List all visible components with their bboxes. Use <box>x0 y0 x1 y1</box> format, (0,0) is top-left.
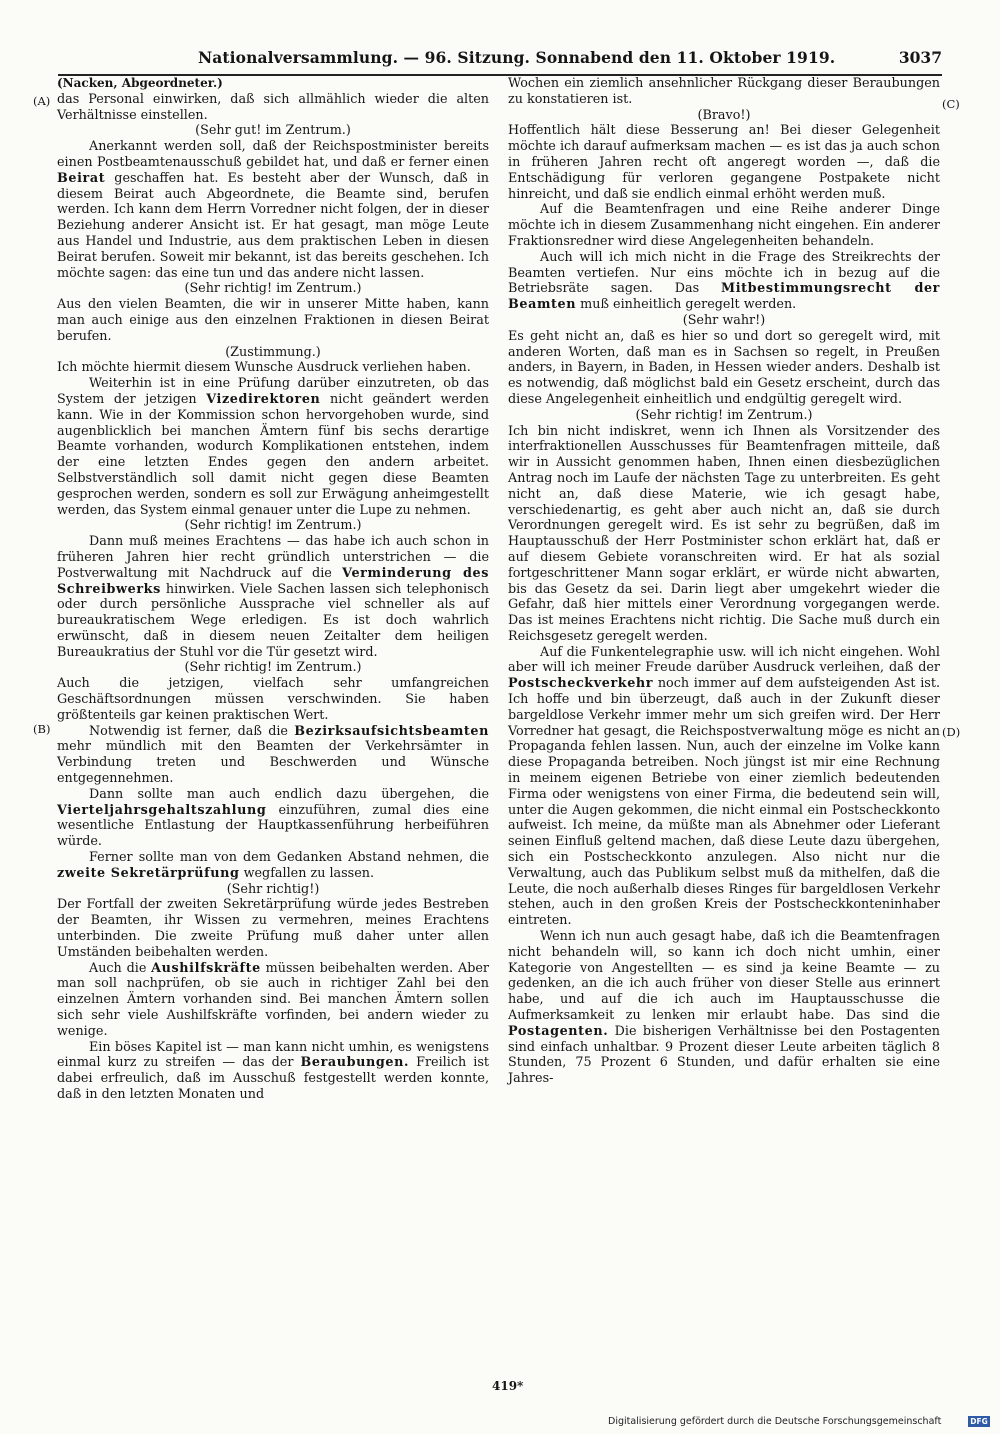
page-number: 3037 <box>898 48 942 67</box>
paragraph: Auch die jetzigen, vielfach sehr umfangreichen Geschäftsordnungen müssen verschwinden. Sie haben größtenteils gar keinen praktischen Wert. <box>57 676 489 723</box>
margin-marker-c: (C) <box>942 97 960 111</box>
paragraph: Ich möchte hiermit diesem Wunsche Ausdruck verliehen haben. <box>57 360 471 376</box>
paragraph: Auf die Funkentelegraphie usw. will ich nicht eingehen. Wohl aber will ich meiner Freude darüber Ausdruck verleihen, daß der Postscheckverkehr noch immer auf dem aufsteigenden Ast ist. Ich hoffe und bin überzeugt, daß auch in der Zukunft dieser bargeldlose Verkehr immer mehr um sich greifen wird. Der Herr Vorredner hat gesagt, die Reichspostverwaltung möge es nicht an Propaganda fehlen lassen. Nun, auch der einzelne im Volke kann diese Propaganda betreiben. Noch jüngst ist mir eine Rechnung in meinem eigenen Betriebe von einer ziemlich bedeutenden Firma oder wenigstens von einer Firma, die bedeutend sein will, unter die Augen gekommen, die nicht einmal ein Postscheckkonto aufweist. Ich meine, da müßte man als Abnehmer oder Lieferant seinen Einfluß geltend machen, daß diese Leute dazu übergehen, sich ein Postscheckkonto anzulegen. Also nicht nur die Verwaltung, auch das Publikum selbst muß da mithelfen, daß die Leute, die noch außerhalb dieses Ringes für bargeldlosen Verkehr stehen, auch in den großen Kreis der Postscheckkonteninhaber eintreten. <box>508 644 940 929</box>
digitization-credit: Digitalisierung gefördert durch die Deutsche Forschungsgemeinschaft <box>608 1416 942 1427</box>
right-column <box>508 76 940 1087</box>
emphasized-term: Postscheckverkehr <box>508 676 654 692</box>
paragraph: Wochen ein ziemlich ansehnlicher Rückgang dieser Beraubungen zu konstatieren ist. <box>508 76 940 107</box>
paragraph: Es geht nicht an, daß es hier so und dort so geregelt wird, mit anderen Worten, daß man es in Sachsen so regelt, in Preußen anders, in Bayern, in Baden, in Hessen wieder anders. Deshalb ist es notwendig, daß möglichst bald ein Gesetz erscheint, durch das diese Angelegenheit einheitlich und endgültig geregelt wird. <box>508 328 940 407</box>
paragraph: Notwendig ist ferner, daß die Bezirksaufsichtsbeamten mehr mündlich mit den Beamten der Verkehrsämter in Verbindung treten und Beschwerden und Wünsche entgegennehmen. <box>57 723 489 787</box>
margin-marker-d: (D) <box>942 725 961 739</box>
dfg-logo: DFG <box>968 1416 990 1427</box>
running-head: (Nacken, Abgeordneter.) <box>57 76 223 90</box>
interjection: (Zustimmung.) <box>225 344 321 360</box>
emphasized-term: Bezirksaufsichtsbeamten <box>294 723 489 739</box>
interjection: (Sehr richtig! im Zentrum.) <box>184 518 362 534</box>
emphasized-term: Mitbestimmungsrecht der Beamten <box>508 281 940 313</box>
emphasized-term: Beirat <box>57 170 106 186</box>
interjection: (Sehr wahr!) <box>682 312 766 328</box>
emphasized-term: Vizedirektoren <box>206 391 321 407</box>
paragraph: Weiterhin ist in eine Prüfung darüber einzutreten, ob das System der jetzigen Vizedirektoren nicht geändert werden kann. Wie in der Kommission schon hervorgehoben wurde, sind augenblicklich bei manchen Ämtern fünf bis sechs derartige Beamte vorhanden, wodurch Komplikationen entstehen, indem der eine letzten Endes gegen den andern arbeitet. Selbstverständlich soll damit nicht gegen diese Beamten gesprochen werden, sondern es soll zur Erwägung anheimgestellt werden, das System einmal genauer unter die Lupe zu nehmen. <box>57 376 489 518</box>
paragraph: das Personal einwirken, daß sich allmählich wieder die alten Verhältnisse einstellen. <box>57 91 489 123</box>
paragraph: Aus den vielen Beamten, die wir in unserer Mitte haben, kann man auch einige aus den einzelnen Fraktionen in diesen Beirat berufen. <box>57 297 489 344</box>
left-column <box>57 76 489 1103</box>
emphasized-term: Postagenten. <box>508 1023 609 1039</box>
paragraph: Auf die Beamtenfragen und eine Reihe anderer Dinge möchte ich in diesem Zusammenhang nicht eingehen. Ein anderer Fraktionsredner wird diese Angelegenheiten behandeln. <box>508 202 940 249</box>
interjection: (Sehr richtig!) <box>226 881 320 897</box>
header-title: Nationalversammlung. — 96. Sitzung. Sonnabend den 11. Oktober 1919. <box>198 48 836 67</box>
paragraph: Auch die Aushilfskräfte müssen beibehalten werden. Aber man soll nachprüfen, ob sie auch in richtiger Zahl bei den einzelnen Ämtern vorhanden sind. Bei manchen Ämtern sollen sich sehr viele Aushilfskräfte vorfinden, bei andern wieder zu wenige. <box>57 960 489 1039</box>
emphasized-term: Verminderung des Schreibwerks <box>57 565 489 597</box>
paragraph: Dann sollte man auch endlich dazu übergehen, die Vierteljahrsgehaltszahlung einzuführen, zumal dies eine wesentliche Entlastung der Hauptkassenführung herbeiführen würde. <box>57 786 489 850</box>
paragraph: Hoffentlich hält diese Besserung an! Bei dieser Gelegenheit möchte ich darauf aufmerksam machen — es ist das ja auch schon in früheren Jahren recht oft angeregt worden —, daß die Entschädigung für verloren gegangene Postpakete nicht hinreicht, und daß sie endlich einmal erhöht werden muß. <box>508 123 940 202</box>
margin-marker-b: (B) <box>33 722 51 736</box>
emphasized-term: Vierteljahrsgehaltszahlung <box>57 802 267 818</box>
paragraph: Auch will ich mich nicht in die Frage des Streikrechts der Beamten vertiefen. Nur eins möchte ich in bezug auf die Betriebsräte sagen. Das Mitbestimmungsrecht der Beamten muß einheitlich geregelt werden. <box>508 249 940 313</box>
paragraph: Der Fortfall der zweiten Sekretärprüfung würde jedes Bestreben der Beamten, ihr Wissen zu vermehren, meines Erachtens unterbinden. Die zweite Prüfung muß daher unter allen Umständen beibehalten werden. <box>57 897 489 960</box>
paragraph: Ich bin nicht indiskret, wenn ich Ihnen als Vorsitzender des interfraktionellen Ausschusses für Beamtenfragen mitteile, daß wir in Aussicht genommen haben, Ihnen einen diesbezüglichen Antrag noch im Laufe der nächsten Tage zu unterbreiten. Es geht nicht an, daß diese Materie, wie ich gesagt habe, verschiedenartig, es geht aber auch nicht an, daß sie durch Verordnungen geregelt wird. Es ist sehr zu begrüßen, daß im Hauptausschuß der Herr Postminister schon erklärt hat, daß er auf diesem Gebiete voranschreiten wird. Er hat als sozial fortgeschrittener Mann sogar erklärt, er würde nicht abwarten, bis das Gesetz da sei. Darin liegt aber umgekehrt wieder die Gefahr, daß hier mittels einer Verordnung vorgegangen werde. Das ist meines Erachtens nicht richtig. Die Sache muß durch ein Reichsgesetz geregelt werden. <box>508 423 940 644</box>
paragraph: Wenn ich nun auch gesagt habe, daß ich die Beamtenfragen nicht behandeln will, so kann ich doch nicht umhin, einer Kategorie von Angestellten — es sind ja keine Beamte — zu gedenken, an die ich auch früher von dieser Stelle aus erinnert habe, und auf die ich auch im Hauptausschusse die Aufmerksamkeit zu lenken mir erlaubt habe. Das sind die Postagenten. Die bisherigen Verhältnisse bei den Postagenten sind einfach unhaltbar. 9 Prozent dieser Leute arbeiten täglich 8 Stunden, 75 Prozent 6 Stunden, und dafür erhalten sie eine Jahres- <box>508 929 940 1087</box>
paragraph: Dann muß meines Erachtens — das habe ich auch schon in früheren Jahren hier recht gründlich unterstrichen — die Postverwaltung mit Nachdruck auf die Verminderung des Schreibwerks hinwirken. Viele Sachen lassen sich telephonisch oder durch persönliche Aussprache viel schneller als auf bureaukratischem Wege erledigen. Es ist doch wahrlich erwünscht, daß in diesem neuen Zeitalter dem heiligen Bureaukratius der Stuhl vor die Tür gesetzt wird. <box>57 534 489 660</box>
paragraph: Anerkannt werden soll, daß der Reichspostminister bereits einen Postbeamtenausschuß gebildet hat, und daß er ferner einen Beirat geschaffen hat. Es besteht aber der Wunsch, daß in diesem Beirat auch Abgeordnete, die Beamte sind, berufen werden. Ich kann dem Herrn Vorredner nicht folgen, der in dieser Beziehung anderer Ansicht ist. Er hat gesagt, man möge Leute aus Handel und Industrie, aus dem praktischen Leben in diesen Beirat berufen. Soweit mir bekannt, ist das bereits geschehen. Ich möchte sagen: das eine tun und das andere nicht lassen. <box>57 139 489 281</box>
paragraph: Ferner sollte man von dem Gedanken Abstand nehmen, die zweite Sekretärprüfung wegfallen zu lassen. <box>57 850 489 881</box>
signature-mark: 419* <box>492 1379 524 1393</box>
page-header <box>58 46 942 76</box>
margin-marker-a: (A) <box>33 94 51 108</box>
emphasized-term: Aushilfskräfte <box>151 960 261 976</box>
interjection: (Bravo!) <box>697 107 751 123</box>
paragraph: Ein böses Kapitel ist — man kann nicht umhin, es wenigstens einmal kurz zu streifen — das der Beraubungen. Freilich ist dabei erfreulich, daß im Ausschuß festgestellt werden konnte, daß in den letzten Monaten und <box>57 1039 489 1102</box>
interjection: (Sehr richtig! im Zentrum.) <box>184 660 362 676</box>
emphasized-term: zweite Sekretärprüfung <box>57 865 240 881</box>
emphasized-term: Beraubungen. <box>300 1055 410 1071</box>
interjection: (Sehr richtig! im Zentrum.) <box>184 281 362 297</box>
interjection: (Sehr gut! im Zentrum.) <box>195 123 351 139</box>
interjection: (Sehr richtig! im Zentrum.) <box>635 407 813 423</box>
